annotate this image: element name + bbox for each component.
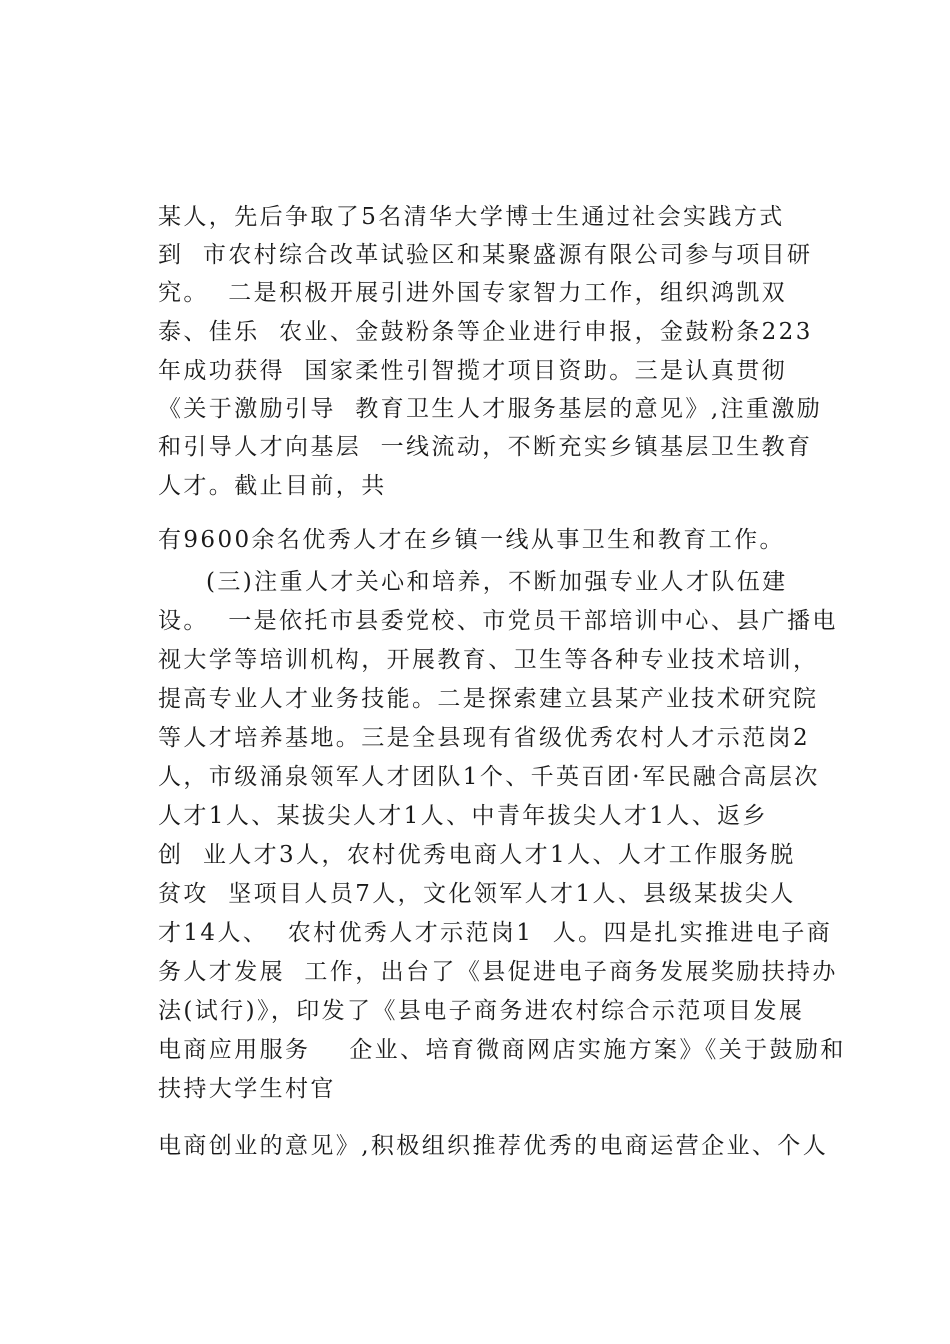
text-line: 到 市农村综合改革试验区和某聚盛源有限公司参与项目研 — [158, 242, 813, 268]
text-line: 电商应用服务 企业、培育微商网店实施方案》《关于鼓励和 — [158, 1037, 846, 1063]
text-line: 年成功获得 国家柔性引智揽才项目资助。三是认真贯彻 — [158, 358, 788, 384]
text-line: 扶持大学生村官 — [158, 1076, 336, 1102]
text-line: 究。 二是积极开展引进外国专家智力工作，组织鸿凯双 — [158, 280, 788, 306]
text-line: 务人才发展 工作，出台了《县促进电子商务发展奖励扶持办 — [158, 959, 838, 985]
section-heading: (三)注重人才关心和培养，不断加强专业人才队伍建 — [206, 569, 788, 595]
text-line: 视大学等培训机构，开展教育、卫生等各种专业技术培训， — [158, 647, 819, 673]
text-line: 法(试行)》，印发了《县电子商务进农村综合示范项目发展 — [158, 998, 805, 1024]
text-line: 电商创业的意见》,积极组织推荐优秀的电商运营企业、个人 — [158, 1133, 829, 1159]
text-line: 人才。截止目前，共 — [158, 473, 387, 499]
text-line: 《关于激励引导 教育卫生人才服务基层的意见》,注重激励 — [158, 396, 823, 422]
text-line: 人才1人、某拔尖人才1人、中青年拔尖人才1人、返乡 — [158, 803, 768, 829]
text-line: 设。 一是依托市县委党校、市党员干部培训中心、县广播电 — [158, 608, 838, 634]
text-line: 有9600余名优秀人才在乡镇一线从事卫生和教育工作。 — [158, 527, 785, 553]
text-line: 贫攻 坚项目人员7人，文化领军人才1人、县级某拔尖人 — [158, 881, 796, 907]
text-line: 等人才培养基地。三是全县现有省级优秀农村人才示范岗2 — [158, 725, 811, 751]
text-line: 才14人、 农村优秀人才示范岗1 人。四是扎实推进电子商 — [158, 920, 833, 946]
text-line: 提高专业人才业务技能。二是探索建立县某产业技术研究院 — [158, 686, 819, 712]
text-line: 和引导人才向基层 一线流动，不断充实乡镇基层卫生教育 — [158, 434, 813, 460]
text-line: 某人，先后争取了5名清华大学博士生通过社会实践方式 — [158, 204, 785, 230]
text-line: 泰、佳乐 农业、金鼓粉条等企业进行申报，金鼓粉条223 — [158, 319, 813, 345]
text-line: 创 业人才3人，农村优秀电商人才1人、人才工作服务脱 — [158, 842, 796, 868]
text-line: 人，市级涌泉领军人才团队1个、千英百团·军民融合高层次 — [158, 764, 820, 790]
